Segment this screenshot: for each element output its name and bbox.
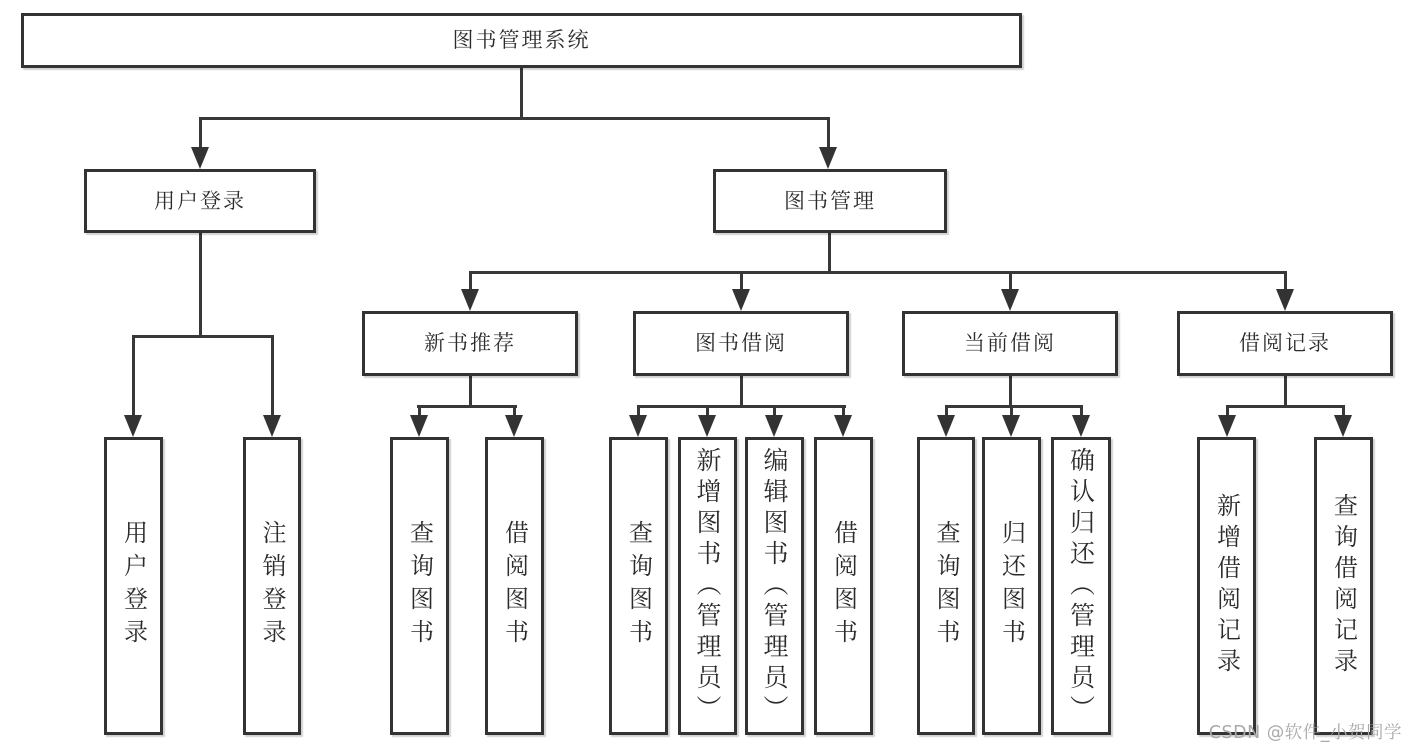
connector-root-trunk xyxy=(520,68,523,120)
connector-user-login-trunk xyxy=(199,233,202,338)
leaf-label: 用户登录 xyxy=(119,520,148,652)
node-new-book-recommend xyxy=(362,311,578,376)
arrow-to-leaf-query-recommend xyxy=(410,405,428,437)
arrowhead-down-icon xyxy=(124,415,142,437)
node-label: 图书管理系统 xyxy=(452,28,591,52)
arrowhead-down-icon xyxy=(1276,289,1294,311)
connector-book-mgmt-trunk xyxy=(828,233,831,274)
arrow-shaft xyxy=(740,271,743,289)
arrow-shaft xyxy=(1009,271,1012,289)
arrowhead-down-icon xyxy=(698,415,716,437)
arrowhead-down-icon xyxy=(732,289,750,311)
leaf-label: 查询图书 xyxy=(405,520,434,652)
arrow-to-leaf-logout xyxy=(263,336,281,437)
connector-current-trunk xyxy=(1009,376,1012,407)
arrow-shaft xyxy=(418,405,421,415)
arrowhead-down-icon xyxy=(937,415,955,437)
connector-new-book-trunk xyxy=(469,376,472,407)
arrow-to-leaf-borrow-borrowing xyxy=(834,405,852,437)
arrowhead-down-icon xyxy=(1334,415,1352,437)
leaf-label: 新增图书（管理员） xyxy=(693,446,722,726)
arrow-shaft xyxy=(199,117,202,147)
arrowhead-down-icon xyxy=(1072,415,1090,437)
leaf-query-books-current xyxy=(917,437,975,735)
node-label: 用户登录 xyxy=(154,188,246,213)
arrowhead-down-icon xyxy=(834,415,852,437)
leaf-label: 借阅图书 xyxy=(829,520,858,652)
arrow-to-borrow-records xyxy=(1276,271,1294,311)
node-book-borrowing xyxy=(633,311,849,376)
node-label: 图书管理 xyxy=(784,188,876,213)
arrowhead-down-icon xyxy=(191,147,209,169)
leaf-borrow-books-recommend xyxy=(485,437,544,735)
arrowhead-down-icon xyxy=(1001,289,1019,311)
leaf-label: 借阅图书 xyxy=(500,520,529,652)
connector-borrowing-rail xyxy=(637,405,846,408)
arrowhead-down-icon xyxy=(410,415,428,437)
arrow-to-leaf-query-borrowing xyxy=(629,405,647,437)
arrow-shaft xyxy=(706,405,709,415)
connector-level3-rail xyxy=(469,271,1286,274)
connector-borrowing-trunk xyxy=(740,376,743,407)
node-label: 当前借阅 xyxy=(964,331,1056,355)
leaf-confirm-return-admin xyxy=(1051,437,1111,735)
arrow-to-book-borrowing xyxy=(732,271,750,311)
csdn-watermark: CSDN @软件_小贺同学 xyxy=(1208,723,1402,743)
arrowhead-down-icon xyxy=(629,415,647,437)
arrowhead-down-icon xyxy=(505,415,523,437)
leaf-query-borrow-record xyxy=(1314,437,1373,735)
leaf-borrow-books-borrowing xyxy=(814,437,873,735)
leaf-label: 查询借阅记录 xyxy=(1329,493,1358,679)
arrow-to-leaf-confirm-return xyxy=(1072,405,1090,437)
node-library-system xyxy=(21,13,1022,68)
arrow-shaft xyxy=(827,117,830,147)
connector-records-trunk xyxy=(1284,376,1287,407)
leaf-label: 查询图书 xyxy=(932,520,960,652)
leaf-return-book xyxy=(982,437,1041,735)
leaf-query-books-recommend xyxy=(390,437,449,735)
arrow-shaft xyxy=(469,271,472,289)
arrowhead-down-icon xyxy=(765,415,783,437)
arrowhead-down-icon xyxy=(263,415,281,437)
arrow-shaft xyxy=(1284,271,1287,289)
arrow-shaft xyxy=(637,405,640,415)
arrow-shaft xyxy=(1080,405,1083,415)
leaf-add-book-admin xyxy=(678,437,737,735)
leaf-label: 注销登录 xyxy=(258,520,286,652)
node-borrow-records xyxy=(1177,311,1393,376)
arrow-to-leaf-edit-book xyxy=(765,405,783,437)
arrowhead-down-icon xyxy=(461,289,479,311)
leaf-user-login xyxy=(104,437,163,735)
leaf-logout xyxy=(243,437,301,735)
leaf-edit-book-admin xyxy=(745,437,804,735)
node-book-management xyxy=(713,169,947,233)
arrow-to-leaf-add-book xyxy=(698,405,716,437)
arrow-shaft xyxy=(842,405,845,415)
arrow-to-leaf-add-record xyxy=(1218,405,1236,437)
leaf-label: 新增借阅记录 xyxy=(1212,493,1241,679)
arrow-shaft xyxy=(773,405,776,415)
connector-level2-rail xyxy=(199,117,830,120)
arrow-to-leaf-user-login xyxy=(124,336,142,437)
arrow-to-leaf-borrow-recommend xyxy=(505,405,523,437)
leaf-query-books-borrowing xyxy=(609,437,668,735)
arrow-to-leaf-return-book xyxy=(1002,405,1020,437)
node-label: 借阅记录 xyxy=(1239,331,1331,355)
leaf-label: 确认归还（管理员） xyxy=(1066,446,1096,726)
arrowhead-down-icon xyxy=(1218,415,1236,437)
leaf-add-borrow-record xyxy=(1197,437,1256,735)
arrow-to-current-borrowing xyxy=(1001,271,1019,311)
arrow-shaft xyxy=(1226,405,1229,415)
arrow-shaft xyxy=(132,336,135,415)
node-current-borrowing xyxy=(902,311,1118,376)
leaf-label: 编辑图书（管理员） xyxy=(760,446,789,726)
arrow-to-leaf-query-current xyxy=(937,405,955,437)
arrow-to-leaf-query-record xyxy=(1334,405,1352,437)
connector-new-book-rail xyxy=(417,405,517,408)
arrow-shaft xyxy=(1342,405,1345,415)
arrow-to-new-book-recommend xyxy=(461,271,479,311)
arrow-to-book-mgmt xyxy=(819,117,837,169)
arrow-shaft xyxy=(1010,405,1013,415)
node-label: 图书借阅 xyxy=(695,331,787,355)
connector-user-login-rail xyxy=(132,335,274,338)
node-user-login xyxy=(84,169,316,233)
connector-records-rail xyxy=(1226,405,1345,408)
leaf-label: 查询图书 xyxy=(624,520,653,652)
node-label: 新书推荐 xyxy=(424,331,516,355)
arrow-to-user-login xyxy=(191,117,209,169)
arrow-shaft xyxy=(945,405,948,415)
arrowhead-down-icon xyxy=(1002,415,1020,437)
arrow-shaft xyxy=(271,336,274,415)
arrow-shaft xyxy=(513,405,516,415)
leaf-label: 归还图书 xyxy=(997,520,1026,652)
arrowhead-down-icon xyxy=(819,147,837,169)
